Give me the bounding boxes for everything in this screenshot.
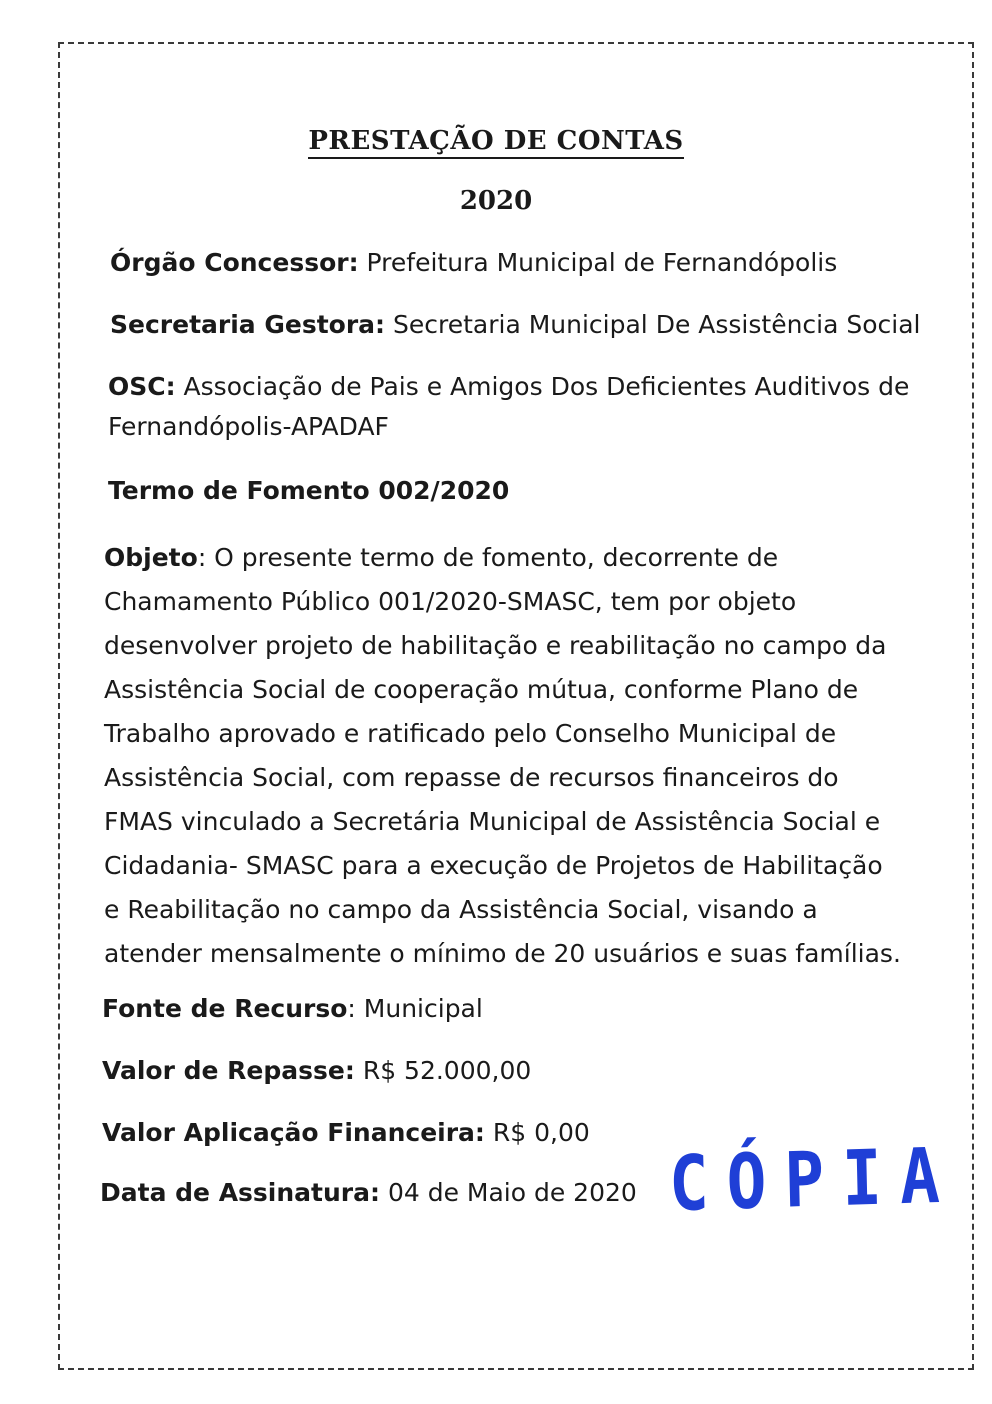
secretaria-gestora: [110, 310, 921, 340]
objeto-line: Assistência Social, com repasse de recursos financeiros do: [104, 763, 839, 792]
data-label: Data de Assinatura:: [100, 1178, 380, 1207]
osc-label: OSC:: [108, 372, 176, 401]
objeto-line: Objeto: O presente termo de fomento, decorrente de: [104, 543, 779, 572]
termo-fomento: [108, 476, 509, 506]
osc-line-1: [108, 372, 909, 402]
objeto-line: Cidadania- SMASC para a execução de Projetos de Habilitação: [104, 851, 883, 880]
fonte-value: : Municipal: [347, 994, 483, 1023]
orgao-concessor: [110, 248, 837, 278]
fonte-label: Fonte de Recurso: [102, 994, 348, 1023]
data-assinatura: [100, 1178, 637, 1208]
fonte-recurso: [102, 994, 483, 1024]
objeto-line: Chamamento Público 001/2020-SMASC, tem por objeto: [104, 587, 797, 616]
secretaria-value: Secretaria Municipal De Assistência Social: [385, 310, 921, 339]
orgao-label: Órgão Concessor:: [110, 248, 359, 277]
valor-repasse: [102, 1056, 531, 1086]
document-title: PRESTAÇÃO DE CONTAS: [0, 126, 992, 156]
termo-label: Termo de Fomento 002/2020: [108, 476, 510, 505]
objeto-line: atender mensalmente o mínimo de 20 usuários e suas famílias.: [104, 939, 901, 968]
objeto-line: e Reabilitação no campo da Assistência Social, visando a: [104, 895, 818, 924]
copia-stamp: CÓPIA: [668, 1131, 959, 1229]
objeto-line: Assistência Social de cooperação mútua, conforme Plano de: [104, 675, 859, 704]
objeto-line: FMAS vinculado a Secretária Municipal de Assistência Social e: [104, 807, 881, 836]
document-year: 2020: [459, 186, 533, 216]
valor-aplicacao: [102, 1118, 590, 1148]
objeto-paragraph: [104, 536, 934, 976]
data-value: 04 de Maio de 2020: [380, 1178, 637, 1207]
secretaria-label: Secretaria Gestora:: [110, 310, 386, 339]
objeto-label: Objeto: [104, 543, 198, 572]
valor-aplicacao-value: R$ 0,00: [484, 1118, 590, 1147]
orgao-value: Prefeitura Municipal de Fernandópolis: [358, 248, 838, 277]
valor-repasse-value: R$ 52.000,00: [354, 1056, 532, 1085]
valor-repasse-label: Valor de Repasse:: [102, 1056, 355, 1085]
objeto-line: Trabalho aprovado e ratificado pelo Conselho Municipal de: [104, 719, 837, 748]
objeto-line: desenvolver projeto de habilitação e reabilitação no campo da: [104, 631, 887, 660]
valor-aplicacao-label: Valor Aplicação Financeira:: [102, 1118, 485, 1147]
osc-value: Associação de Pais e Amigos Dos Deficientes Auditivos de: [175, 372, 910, 401]
osc-line-2: Fernandópolis-APADAF: [108, 412, 389, 441]
